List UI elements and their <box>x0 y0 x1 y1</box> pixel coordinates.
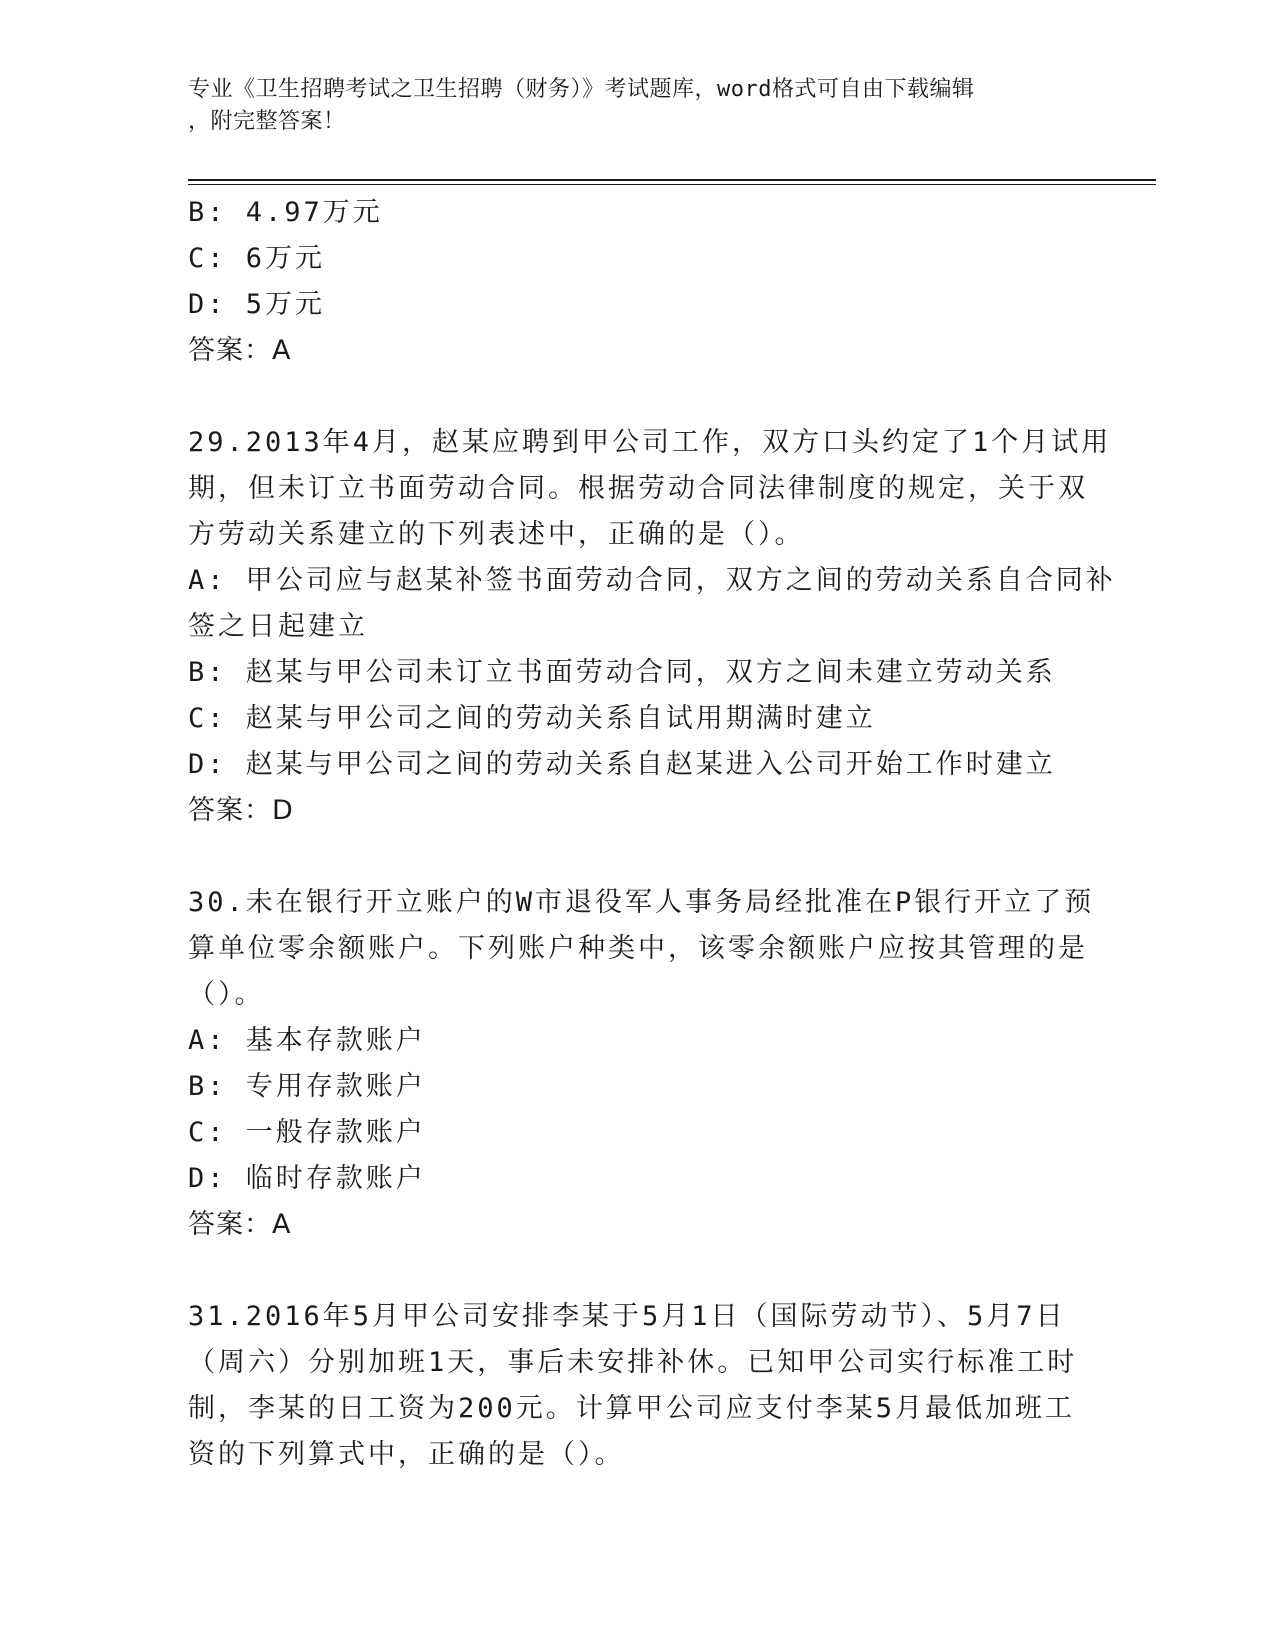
spacer <box>188 374 1088 420</box>
question-31 <box>188 1294 1088 1478</box>
question-stem: 期，但未订立书面劳动合同。根据劳动合同法律制度的规定，关于双 <box>188 473 1088 504</box>
question-stem: （）。 <box>188 979 265 1010</box>
option-b: B: 赵某与甲公司未订立书面劳动合同，双方之间未建立劳动关系 <box>188 657 1056 688</box>
header-rule-thin <box>188 184 1156 185</box>
question-stem: 资的下列算式中，正确的是（）。 <box>188 1439 625 1470</box>
header-line-2: ，附完整答案！ <box>188 109 346 134</box>
answer-line: 答案：A <box>188 1209 292 1240</box>
option-c: C: 赵某与甲公司之间的劳动关系自试用期满时建立 <box>188 703 876 734</box>
option-d: D: 临时存款账户 <box>188 1163 426 1194</box>
spacer <box>188 1248 1088 1294</box>
spacer <box>188 834 1088 880</box>
question-stem: 方劳动关系建立的下列表述中，正确的是（）。 <box>188 519 805 550</box>
answer-line: 答案：D <box>188 795 294 826</box>
option-d: D: 5万元 <box>188 289 326 320</box>
option-b: B: 4.97万元 <box>188 197 383 228</box>
option-d: D: 赵某与甲公司之间的劳动关系自赵某进入公司开始工作时建立 <box>188 749 1056 780</box>
option-a-continued: 签之日起建立 <box>188 611 368 642</box>
option-c: C: 6万元 <box>188 243 326 274</box>
document-body <box>188 190 1116 1478</box>
question-stem: 30.未在银行开立账户的W市退役军人事务局经批准在P银行开立了预 <box>188 887 1095 918</box>
header-line-1: 专业《卫生招聘考试之卫生招聘（财务）》考试题库，word格式可自由下载编辑 <box>188 77 975 102</box>
document-header <box>188 74 1068 138</box>
option-a: A: 基本存款账户 <box>188 1025 426 1056</box>
question-stem: （周六）分别加班1天，事后未安排补休。已知甲公司实行标准工时 <box>188 1347 1078 1378</box>
question-stem: 算单位零余额账户。下列账户种类中，该零余额账户应按其管理的是 <box>188 933 1088 964</box>
option-c: C: 一般存款账户 <box>188 1117 426 1148</box>
question-29 <box>188 420 1116 834</box>
question-28-tail <box>188 190 1088 374</box>
question-stem: 制，李某的日工资为200元。计算甲公司应支付李某5月最低加班工 <box>188 1393 1076 1424</box>
option-b: B: 专用存款账户 <box>188 1071 426 1102</box>
question-stem: 31.2016年5月甲公司安排李某于5月1日（国际劳动节）、5月7日 <box>188 1301 1066 1332</box>
answer-line: 答案：A <box>188 335 292 366</box>
option-a: A: 甲公司应与赵某补签书面劳动合同，双方之间的劳动关系自合同补 <box>188 565 1116 596</box>
question-30 <box>188 880 1095 1248</box>
question-stem: 29.2013年4月，赵某应聘到甲公司工作，双方口头约定了1个月试用 <box>188 427 1112 458</box>
header-rule-thick <box>188 179 1156 181</box>
